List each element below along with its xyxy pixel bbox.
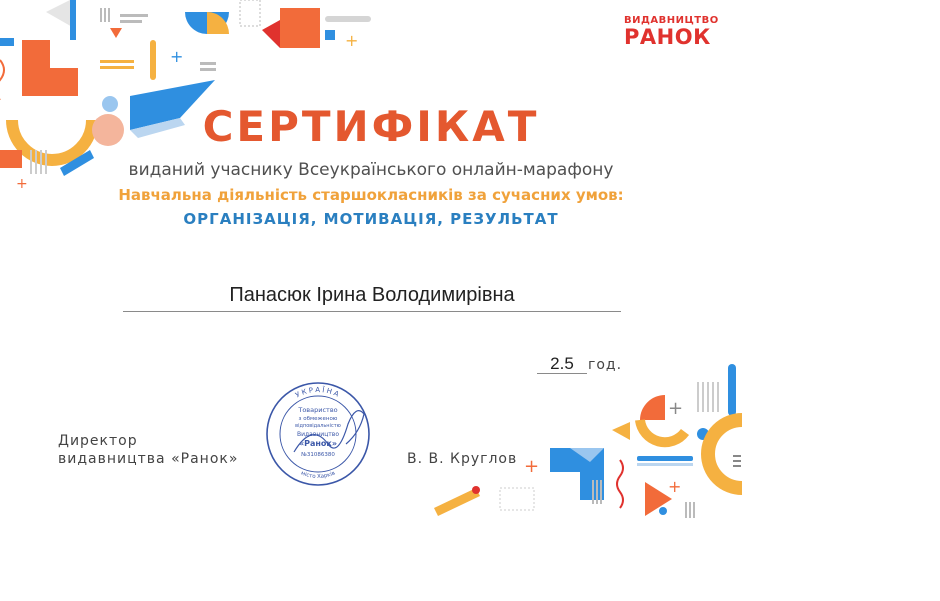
svg-text:+: + xyxy=(668,398,684,419)
stamp-line-2: з обмеженою xyxy=(298,416,338,422)
decor-bottom-right xyxy=(434,364,742,518)
director-title: Директор xyxy=(58,433,138,449)
hours-value: 2.5 xyxy=(550,354,574,373)
stamp-top-text: УКРАЇНА xyxy=(294,385,342,400)
theme-line-2: ОРГАНІЗАЦІЯ, МОТИВАЦІЯ, РЕЗУЛЬТАТ xyxy=(183,210,559,228)
svg-text:+: + xyxy=(170,47,184,66)
official-stamp xyxy=(264,380,372,488)
stamp-line-1: Товариство xyxy=(298,406,338,414)
signer-name: В. В. Круглов xyxy=(407,451,518,467)
stamp-code: №31086380 xyxy=(301,452,335,458)
issued-to-text: виданий учаснику Всеукраїнського онлайн-марафону xyxy=(128,160,614,180)
svg-text:+: + xyxy=(345,31,359,50)
publisher-logo xyxy=(624,15,719,49)
recipient-underline xyxy=(123,311,621,312)
svg-text:+: + xyxy=(524,456,540,477)
hours-underline xyxy=(537,373,587,374)
theme-line-1: Навчальна діяльність старшокласників за сучасних умов: xyxy=(118,186,624,204)
stamp-line-4: Видавництво xyxy=(297,431,339,438)
logo-line-2: РАНОК xyxy=(624,25,711,49)
svg-text:+: + xyxy=(16,176,28,192)
logo-line-1: ВИДАВНИЦТВО xyxy=(624,15,719,26)
stamp-bottom-text: місто Харків xyxy=(299,470,337,481)
stamp-line-5: «Ранок» xyxy=(298,439,338,448)
hours-unit: год. xyxy=(588,357,623,373)
stamp-line-3: відповідальністю xyxy=(295,423,341,429)
certificate-title: СЕРТИФІКАТ xyxy=(202,102,540,151)
director-organization: видавництва «Ранок» xyxy=(58,451,239,467)
svg-text:+: + xyxy=(668,477,682,496)
recipient-name: Панасюк Ірина Володимирівна xyxy=(229,284,515,306)
svg-text:УКРАЇНА xyxy=(294,385,342,399)
